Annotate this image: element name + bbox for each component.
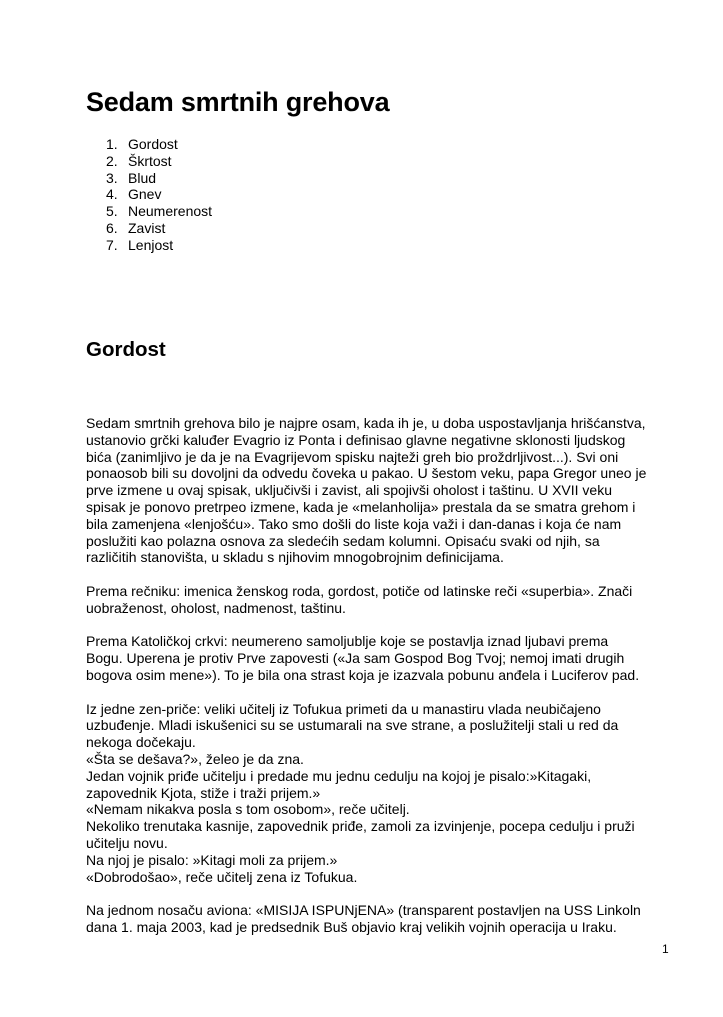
paragraph-line: nekoga dočekaju. [86,734,196,751]
paragraph [86,902,686,936]
list-item [106,170,212,187]
list-number: 1. [106,136,118,152]
paragraph [86,701,686,886]
paragraph-line: ustanovio grčki kaluđer Evagrio iz Ponta i definisao glavne negativne sklonosti ljudskog [86,431,626,448]
list-item [106,153,212,170]
paragraph-line: Prema Katoličkoj crkvi: neumereno samoljublje koje se postavlja iznad ljubavi prema [86,633,609,650]
paragraph-line: zapovednik Kjota, stiže i traži prijem.» [86,784,321,801]
paragraph-line: bogova osim mene»). To je bila ona strast koja je izazvala pobunu anđela i Luciferov pad. [86,666,640,683]
list-number: 2. [106,152,118,169]
paragraph-line: uobraženost, oholost, nadmenost, taštinu. [86,599,346,616]
paragraph-line: «Nemam nikakva posla s tom osobom», reče učitelj. [86,801,410,818]
paragraph-line: bila zamenjena «lenjošću». Tako smo došli do liste koja važi i dan-danas i koja će nam [86,515,622,532]
paragraph-line: Nekoliko trenutaka kasnije, zapovednik priđe, zamoli za izvinjenje, pocepa cedulju i pruži [86,818,635,835]
list-item [106,136,212,153]
section-heading: Gordost [86,338,166,361]
page-number: 1 [662,942,669,956]
paragraph [86,415,686,566]
list-item [106,203,212,220]
body-text [86,415,686,953]
list-item [106,237,212,254]
list-item [106,186,212,203]
list-item [106,220,212,237]
list-label: Lenjost [128,236,174,253]
paragraph-line: ponaosob bili su dovoljni da odvedu čoveka u pakao. U šestom veku, papa Gregor uneo je [86,465,647,482]
list-number: 6. [106,219,118,236]
paragraph-line: «Šta se dešava?», želeo je da zna. [86,750,304,767]
list-number: 4. [106,186,118,203]
paragraph-line: poslužiti kao polazna osnova za sledećih sedam kolumni. Opisaću svaki od njih, sa [86,532,600,549]
paragraph-line: spisak je ponovo pretrpeo izmene, kada je «melanholija» prestala da se smatra grehom i [86,498,636,515]
list-label: Škrtost [128,152,172,169]
list-label: Gordost [128,136,178,152]
list-number: 5. [106,203,118,220]
sins-list [106,136,212,254]
list-number: 7. [106,236,118,253]
paragraph-line: Jedan vojnik priđe učitelju i predade mu jednu cedulju na kojoj je pisalo:»Kitagaki, [86,767,592,784]
paragraph-line: prve izmene u ovaj spisak, uključivši i zavist, ali spojivši oholost i taštinu. U XVII veku [86,482,612,499]
list-label: Gnev [128,186,162,203]
paragraph-line: Bogu. Uperena je protiv Prve zapovesti («Ja sam Gospod Bog Tvoj; nemoj imati drugih [86,650,625,667]
paragraph-line: učitelju novu. [86,834,168,851]
paragraph-line: različitih stanovišta, u skladu s njihovim mnogobrojnim definicijama. [86,549,504,566]
document-title: Sedam smrtnih grehova [86,87,390,117]
paragraph-line: uzbuđenje. Mladi iskušenici su se ustumarali na sve strane, a poslužitelji stali u red da [86,717,619,734]
list-label: Zavist [128,219,166,236]
paragraph-line: bića (zanimljivo je da je na Evagrijevom spisku najteži greh bio proždrljivost...). Svi oni [86,448,619,465]
paragraph-line: dana 1. maja 2003, kad je predsednik Buš objavio kraj velikih vojnih operacija u Iraku. [86,918,617,935]
list-label: Blud [128,169,157,186]
paragraph-line: «Dobrodošao», reče učitelj zena iz Tofukua. [86,868,358,885]
paragraph [86,583,686,617]
paragraph-line: Iz jedne zen-priče: veliki učitelj iz Tofukua primeti da u manastiru vlada neubičajeno [86,700,601,717]
paragraph-line: Sedam smrtnih grehova bilo je najpre osam, kada ih je, u doba uspostavljanja hrišćanstva, [86,415,646,431]
paragraph-line: Prema rečniku: imenica ženskog roda, gordost, potiče od latinske reči «superbia». Znači [86,582,633,599]
list-number: 3. [106,169,118,186]
list-label: Neumerenost [128,203,213,220]
paragraph-line: Na jednom nosaču aviona: «MISIJA ISPUNjENA» (transparent postavljen na USS Linkoln [86,902,641,919]
paragraph-line: Na njoj je pisalo: »Kitagi moli za prijem.» [86,851,338,868]
paragraph [86,633,686,683]
